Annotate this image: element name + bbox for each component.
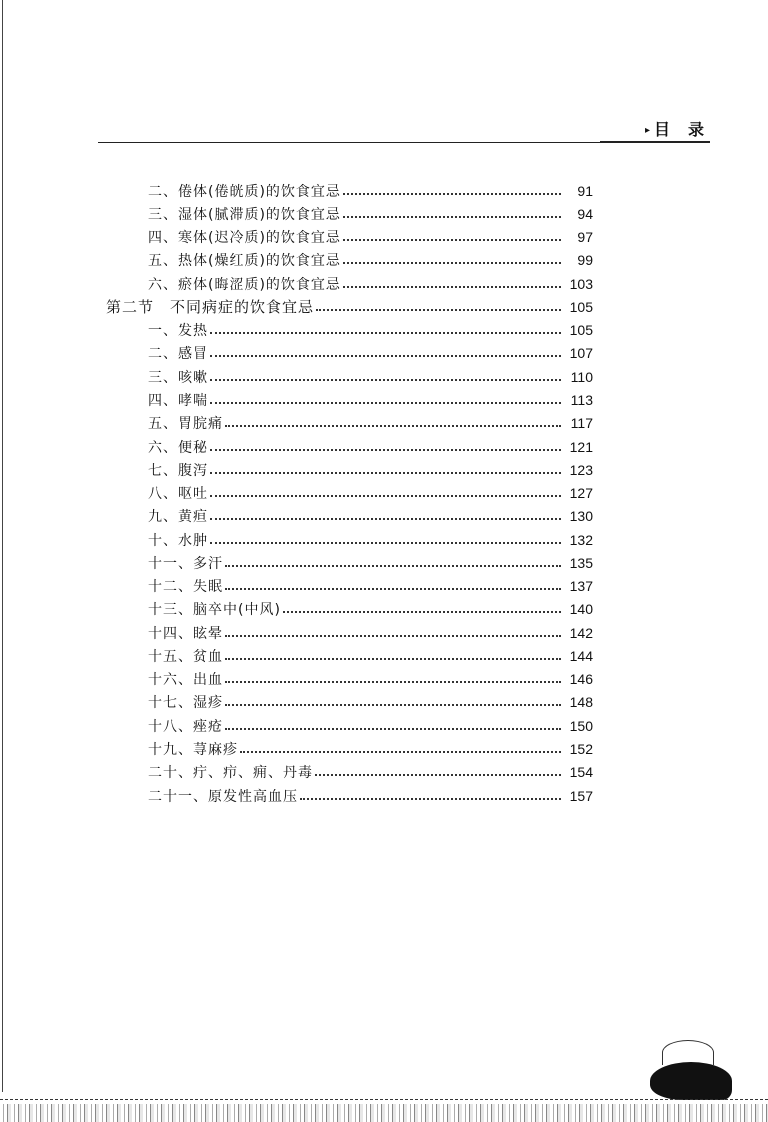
dot-leader	[210, 449, 561, 451]
toc-page-number: 121	[569, 438, 593, 455]
toc-entry-title: 七、腹泻	[148, 462, 208, 479]
toc-entry-title: 第二节 不同病症的饮食宜忌	[106, 298, 315, 317]
toc-page-number: 94	[577, 205, 593, 222]
toc-entry-title: 六、瘀体(晦涩质)的饮食宜忌	[148, 276, 341, 293]
toc-entry-title: 十三、脑卒中(中风)	[148, 602, 281, 619]
toc-page-number: 146	[569, 671, 593, 688]
toc-page-number: 142	[569, 624, 593, 641]
toc-entry	[148, 691, 593, 714]
toc-page-number: 150	[569, 717, 593, 734]
toc-entry-title: 八、呕吐	[148, 486, 208, 503]
toc-entry-title: 二十、疔、疖、痈、丹毒	[148, 765, 313, 782]
toc-entry-title: 四、哮喘	[148, 393, 208, 410]
toc-entry-title: 二、感冒	[148, 346, 208, 363]
toc-entry-title: 十五、贫血	[148, 648, 223, 665]
dot-leader	[225, 681, 561, 683]
toc-entry	[148, 458, 593, 481]
toc-entry	[148, 575, 593, 598]
toc-entry	[148, 551, 593, 574]
toc-page-number: 157	[569, 787, 593, 804]
dot-leader	[316, 309, 561, 311]
dot-leader	[343, 286, 561, 288]
toc-page-number: 152	[569, 741, 593, 757]
toc-entry	[148, 435, 593, 458]
toc-page-number: 148	[569, 694, 593, 711]
toc-entry	[148, 784, 593, 807]
toc-entry-title: 十二、失眠	[148, 579, 223, 596]
header-rule-thick	[600, 141, 710, 143]
toc-entry-title: 十一、多汗	[148, 555, 223, 572]
toc-entry	[148, 365, 593, 388]
table-of-contents	[0, 179, 768, 807]
toc-page-number: 137	[569, 578, 593, 595]
dot-leader	[225, 588, 561, 590]
dot-leader	[300, 798, 561, 800]
toc-page-number: 144	[569, 647, 593, 664]
dot-leader	[210, 332, 561, 334]
dot-leader	[283, 611, 561, 613]
dot-leader	[210, 542, 561, 544]
toc-entry-title: 十、水肿	[148, 532, 208, 549]
toc-entry	[148, 249, 593, 272]
toc-entry	[148, 621, 593, 644]
toc-entry-title: 五、胃脘痛	[148, 416, 223, 433]
dot-leader	[343, 239, 561, 241]
toc-entry-title: 九、黄疸	[148, 509, 208, 526]
toc-entry	[148, 388, 593, 411]
toc-section-heading	[106, 295, 593, 318]
dot-leader	[225, 728, 561, 730]
toc-entry-title: 五、热体(燥红质)的饮食宜忌	[148, 253, 341, 270]
toc-entry-title: 二十一、原发性高血压	[148, 788, 298, 805]
toc-page-number: 91	[577, 182, 593, 199]
toc-entry-title: 一、发热	[148, 323, 208, 340]
dot-leader	[225, 635, 561, 637]
toc-page-number: 105	[569, 298, 593, 315]
dot-leader	[315, 774, 561, 776]
dot-leader	[210, 518, 561, 520]
dot-leader	[240, 751, 561, 753]
dot-leader	[225, 704, 561, 706]
toc-entry-title: 三、咳嗽	[148, 369, 208, 386]
dot-leader	[225, 425, 561, 427]
scan-dashed-line	[0, 1099, 768, 1100]
toc-page-number: 110	[570, 368, 593, 385]
toc-entry	[148, 481, 593, 504]
toc-entry-title: 十九、荨麻疹	[148, 742, 238, 758]
dot-leader	[225, 658, 561, 660]
toc-page-number: 99	[577, 252, 593, 269]
toc-page-number: 117	[570, 415, 593, 432]
toc-entry-title: 十八、痤疮	[148, 718, 223, 735]
toc-entry	[148, 179, 593, 202]
toc-page-number: 113	[570, 392, 593, 409]
dot-leader	[210, 379, 561, 381]
toc-page-number: 132	[569, 531, 593, 548]
dot-leader	[210, 355, 561, 357]
dot-leader	[343, 193, 561, 195]
toc-entry	[148, 737, 593, 760]
toc-entry-title: 十六、出血	[148, 672, 223, 689]
toc-page-number: 140	[569, 601, 593, 618]
toc-page-number: 135	[569, 554, 593, 571]
toc-entry	[148, 528, 593, 551]
toc-page-number: 105	[569, 322, 593, 339]
dot-leader	[210, 472, 561, 474]
toc-page-number: 107	[569, 345, 593, 362]
toc-entry-title: 十四、眩晕	[148, 625, 223, 642]
toc-entry	[148, 668, 593, 691]
toc-entry-title: 二、倦体(倦㿠质)的饮食宜忌	[148, 183, 341, 200]
toc-entry-title: 四、寒体(迟冷质)的饮食宜忌	[148, 230, 341, 247]
toc-entry	[148, 272, 593, 295]
running-header: ▸ 目 录	[644, 120, 706, 139]
toc-entry	[148, 319, 593, 342]
toc-entry-title: 十七、湿疹	[148, 695, 223, 712]
scan-thumb-mark	[650, 1062, 732, 1100]
toc-entry	[148, 714, 593, 737]
toc-page-number: 154	[569, 764, 593, 781]
dot-leader	[225, 565, 561, 567]
toc-page-number: 130	[569, 508, 593, 525]
toc-page-number: 97	[577, 229, 593, 246]
toc-page-number: 127	[569, 485, 593, 502]
toc-entry	[148, 761, 593, 784]
toc-page-number: 103	[569, 275, 593, 292]
toc-entry	[148, 202, 593, 225]
toc-entry-title: 六、便秘	[148, 439, 208, 456]
toc-entry-title: 三、湿体(腻滞质)的饮食宜忌	[148, 206, 341, 223]
dot-leader	[343, 262, 561, 264]
toc-page-number: 123	[569, 461, 593, 478]
toc-entry	[148, 598, 593, 621]
dot-leader	[343, 216, 561, 218]
toc-entry	[148, 505, 593, 528]
toc-entry	[148, 226, 593, 249]
triangle-marker-icon: ▸	[644, 125, 652, 136]
toc-entry	[148, 412, 593, 435]
scan-noise-band	[0, 1104, 768, 1122]
toc-entry	[148, 342, 593, 365]
dot-leader	[210, 402, 561, 404]
toc-entry	[148, 644, 593, 667]
dot-leader	[210, 495, 561, 497]
